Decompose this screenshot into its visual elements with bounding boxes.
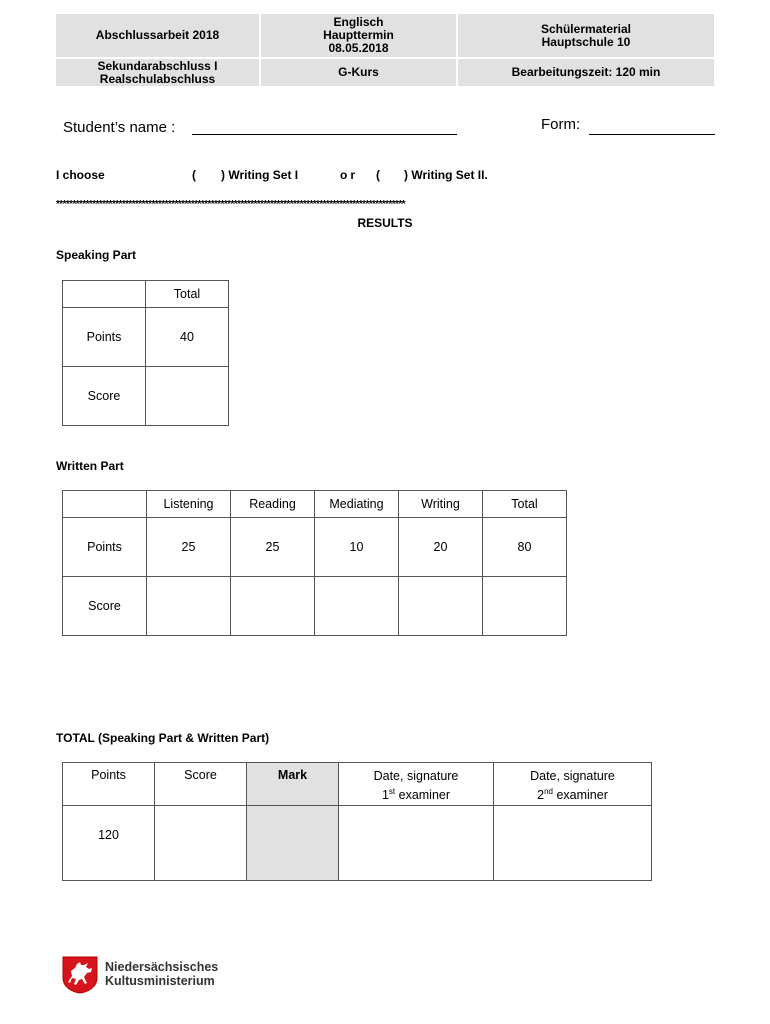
points-value: 25: [231, 518, 315, 577]
mark-field[interactable]: [247, 806, 339, 881]
column-header: Points: [63, 763, 155, 806]
writing-set-1-checkbox[interactable]: (: [192, 168, 196, 182]
examiner-2-signature-field[interactable]: [494, 806, 652, 881]
speaking-part-title: Speaking Part: [56, 248, 137, 262]
speaking-score-field[interactable]: [146, 367, 229, 426]
column-header: Mediating: [315, 491, 399, 518]
total-title: TOTAL (Speaking Part & Written Part): [56, 731, 270, 745]
writing-set-1-label: ) Writing Set I: [221, 168, 299, 182]
form-label: Form:: [541, 116, 581, 133]
or-label: or: [340, 168, 358, 182]
row-label: Points: [63, 518, 147, 577]
form-field[interactable]: [589, 134, 715, 135]
written-table: [62, 490, 567, 636]
horse-logo-icon: [62, 956, 98, 994]
speaking-points-value: 40: [146, 308, 229, 367]
score-field[interactable]: [399, 577, 483, 636]
score-field[interactable]: [147, 577, 231, 636]
points-value: 25: [147, 518, 231, 577]
speaking-table: [62, 280, 229, 426]
writing-set-2-checkbox[interactable]: (: [376, 168, 380, 182]
table-cell: [63, 491, 147, 518]
examiner-1-header: Date, signature 1st examiner: [339, 763, 494, 806]
score-field[interactable]: [231, 577, 315, 636]
total-points-value: 120: [63, 806, 155, 881]
results-title: RESULTS: [357, 216, 413, 230]
column-header: Total: [146, 281, 229, 308]
separator-line: **********************************************************************************************************: [56, 199, 405, 210]
total-table: [62, 762, 652, 881]
column-header: Listening: [147, 491, 231, 518]
score-field[interactable]: [315, 577, 399, 636]
student-name-field[interactable]: [192, 134, 457, 135]
row-label: Points: [63, 308, 146, 367]
subject-cell: Englisch Haupttermin 08.05.2018: [261, 14, 456, 57]
mark-header: Mark: [247, 763, 339, 806]
table-cell: [63, 281, 146, 308]
column-header: Reading: [231, 491, 315, 518]
points-value: 80: [483, 518, 567, 577]
student-name-label: Student’s name :: [63, 119, 176, 136]
exam-header: [56, 14, 714, 88]
total-score-field[interactable]: [155, 806, 247, 881]
points-value: 10: [315, 518, 399, 577]
time-cell: Bearbeitungszeit: 120 min: [458, 59, 714, 86]
examiner-2-header: Date, signature 2nd examiner: [494, 763, 652, 806]
row-label: Score: [63, 367, 146, 426]
points-value: 20: [399, 518, 483, 577]
writing-set-2-label: ) Writing Set II.: [404, 168, 488, 182]
written-part-title: Written Part: [56, 459, 124, 473]
course-cell: G-Kurs: [261, 59, 456, 86]
column-header: Writing: [399, 491, 483, 518]
choose-label: I choose: [56, 168, 105, 182]
column-header: Total: [483, 491, 567, 518]
material-cell: Schülermaterial Hauptschule 10: [458, 14, 714, 57]
degree-cell: Sekundarabschluss I Realschulabschluss: [56, 59, 259, 86]
score-field[interactable]: [483, 577, 567, 636]
examiner-1-signature-field[interactable]: [339, 806, 494, 881]
column-header: Score: [155, 763, 247, 806]
ministry-name: Niedersächsisches Kultusministerium: [105, 960, 219, 988]
row-label: Score: [63, 577, 147, 636]
exam-type-cell: Abschlussarbeit 2018: [56, 14, 259, 57]
